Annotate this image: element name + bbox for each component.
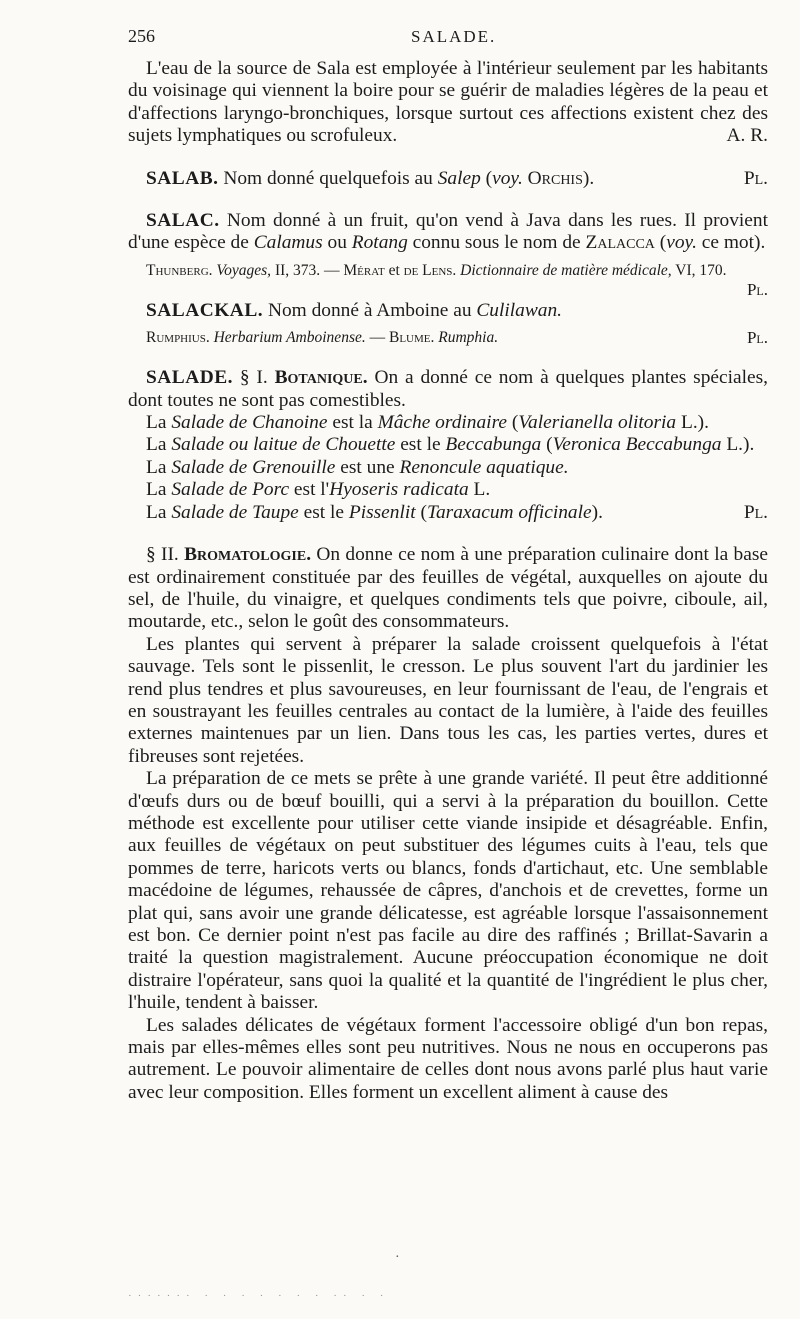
entry-salac: SALAC. Nom donné à un fruit, qu'on vend à Java dans les rues. Il provient d'une espèce de Calamus ou Rotang connu sous le nom de Zalacca (voy. ce mot). — [128, 210, 768, 254]
body-paragraph: Les salades délicates de végétaux forment l'accessoire obligé d'un bon repas, mais par elles-mêmes elles sont peu nutritives. Nous ne nous en occuperons pas autrement. Le pouvoir alimentaire de celles dont nous avons parlé plus haut varie avec leur composition. Elles forment un excellent aliment à cause des — [128, 1014, 768, 1103]
page-mark: · — [395, 1250, 400, 1265]
salackal-references: Rumphius. Herbarium Amboinense. — Blume. Rumphia. Pl. — [146, 328, 768, 348]
intro-text: L'eau de la source de Sala est employée à l'intérieur seulement par les habitants du voisinage qui viennent la boire pour se guérir de maladies légères de la peau et d'affections laryngo-bronchiques, lorsque surtout ces affections existent chez des sujets lymphatiques ou scrofuleux. — [128, 58, 768, 147]
salab-crossref: Orchis — [522, 167, 583, 189]
salab-term: Salep — [437, 167, 481, 189]
salackal-signature: Pl. — [746, 328, 768, 348]
section-botanique-title: Botanique. — [274, 367, 368, 389]
list-item: La Salade de Grenouille est une Renoncule aquatique. — [146, 456, 569, 478]
section-bromatologie-title: Bromatologie. — [184, 544, 312, 566]
salade-synonym-list — [128, 412, 768, 524]
list-item: La Salade de Taupe est le Pissenlit (Taraxacum officinale). Pl. — [146, 501, 768, 523]
bleed-through-marks: ······· · · · · · · · ·· · · — [128, 1290, 390, 1302]
list-item: La Salade de Porc est l'Hyoseris radicata L. — [146, 479, 491, 501]
entry-salade-botanique: SALADE. § I. Botanique. On a donné ce nom à quelques plantes spéciales, dont toutes ne sont pas comestibles. — [128, 367, 769, 411]
entry-salade-bromatologie: § II. Bromatologie. On donne ce nom à une préparation culinaire dont la base est ordinairement constituée par des feuilles de végétal, auxquelles on ajoute du sel, de l'huile, du vinaigre, et quelques condiments tels que poivre, ciboule, ail, moutarde, etc., selon le goût des consommateurs. — [128, 544, 768, 633]
salac-signature: Pl. — [746, 279, 768, 299]
list-item: La Salade de Chanoine est la Mâche ordinaire (Valerianella olitoria L.). — [146, 412, 709, 434]
entry-salab: SALAB. Nom donné quelquefois au Salep (voy. Orchis). Pl. — [146, 167, 768, 189]
salab-headword: SALAB. — [146, 167, 219, 189]
intro-paragraph — [128, 58, 768, 148]
body-paragraph: Les plantes qui servent à préparer la salade croissent quelquefois à l'état sauvage. Tels sont le pissenlit, le cresson. Le plus souvent l'art du jardinier les rend plus tendres et plus savoureuses, en leur fournissant de l'eau, de l'engrais et en soustrayant les feuilles centrales au contact de la lumière, à l'aide des feuilles externes maintenues par un lien. Dans tous les cas, les parties vertes, dures et fibreuses sont rejetées. — [128, 633, 768, 767]
salackal-headword: SALACKAL. — [146, 299, 264, 321]
salade-headword: SALADE. — [146, 367, 234, 389]
salac-references: Thunberg. Voyages, II, 373. — Mérat et de Lens. Dictionnaire de matière médicale, VI, 170. Pl. — [146, 261, 768, 299]
page-number: 256 — [128, 26, 155, 46]
running-title: SALADE. — [411, 27, 497, 46]
entry-salackal: SALACKAL. Nom donné à Amboine au Culilawan. — [146, 299, 563, 321]
salab-signature: Pl. — [743, 167, 768, 189]
botanique-signature: Pl. — [743, 501, 768, 523]
intro-signature: A. R. — [726, 125, 768, 147]
salac-headword: SALAC. — [146, 210, 220, 232]
body-paragraph: La préparation de ce mets se prête à une grande variété. Il peut être additionné d'œufs durs ou de bœuf bouilli, qui a servi à la préparation du bouillon. Cette méthode est excellente pour utiliser cette viande insipide et désagréable. Enfin, aux feuilles de végétaux on peut substituer des légumes cuits à l'eau, tels que pommes de terre, haricots verts ou blancs, fonds d'artichaut, etc. Une semblable macédoine de légumes, rehaussée de câpres, d'anchois et de crevettes, forme un plat qui, sans avoir une grande délicatesse, est agréable lorsque l'assaisonnement est bon. Ce dernier point n'est pas facile au dire des raffinés ; Brillat-Savarin a traité la question magistralement. Aucune préoccupation économique ne doit distraire l'opérateur, sans quoi la qualité et la quantité de l'ingrédient le plus cher, l'huile, tendent à baisser. — [128, 768, 768, 1014]
list-item: La Salade ou laitue de Chouette est le Beccabunga (Veronica Beccabunga L.). — [146, 434, 755, 456]
page-header — [128, 26, 768, 50]
